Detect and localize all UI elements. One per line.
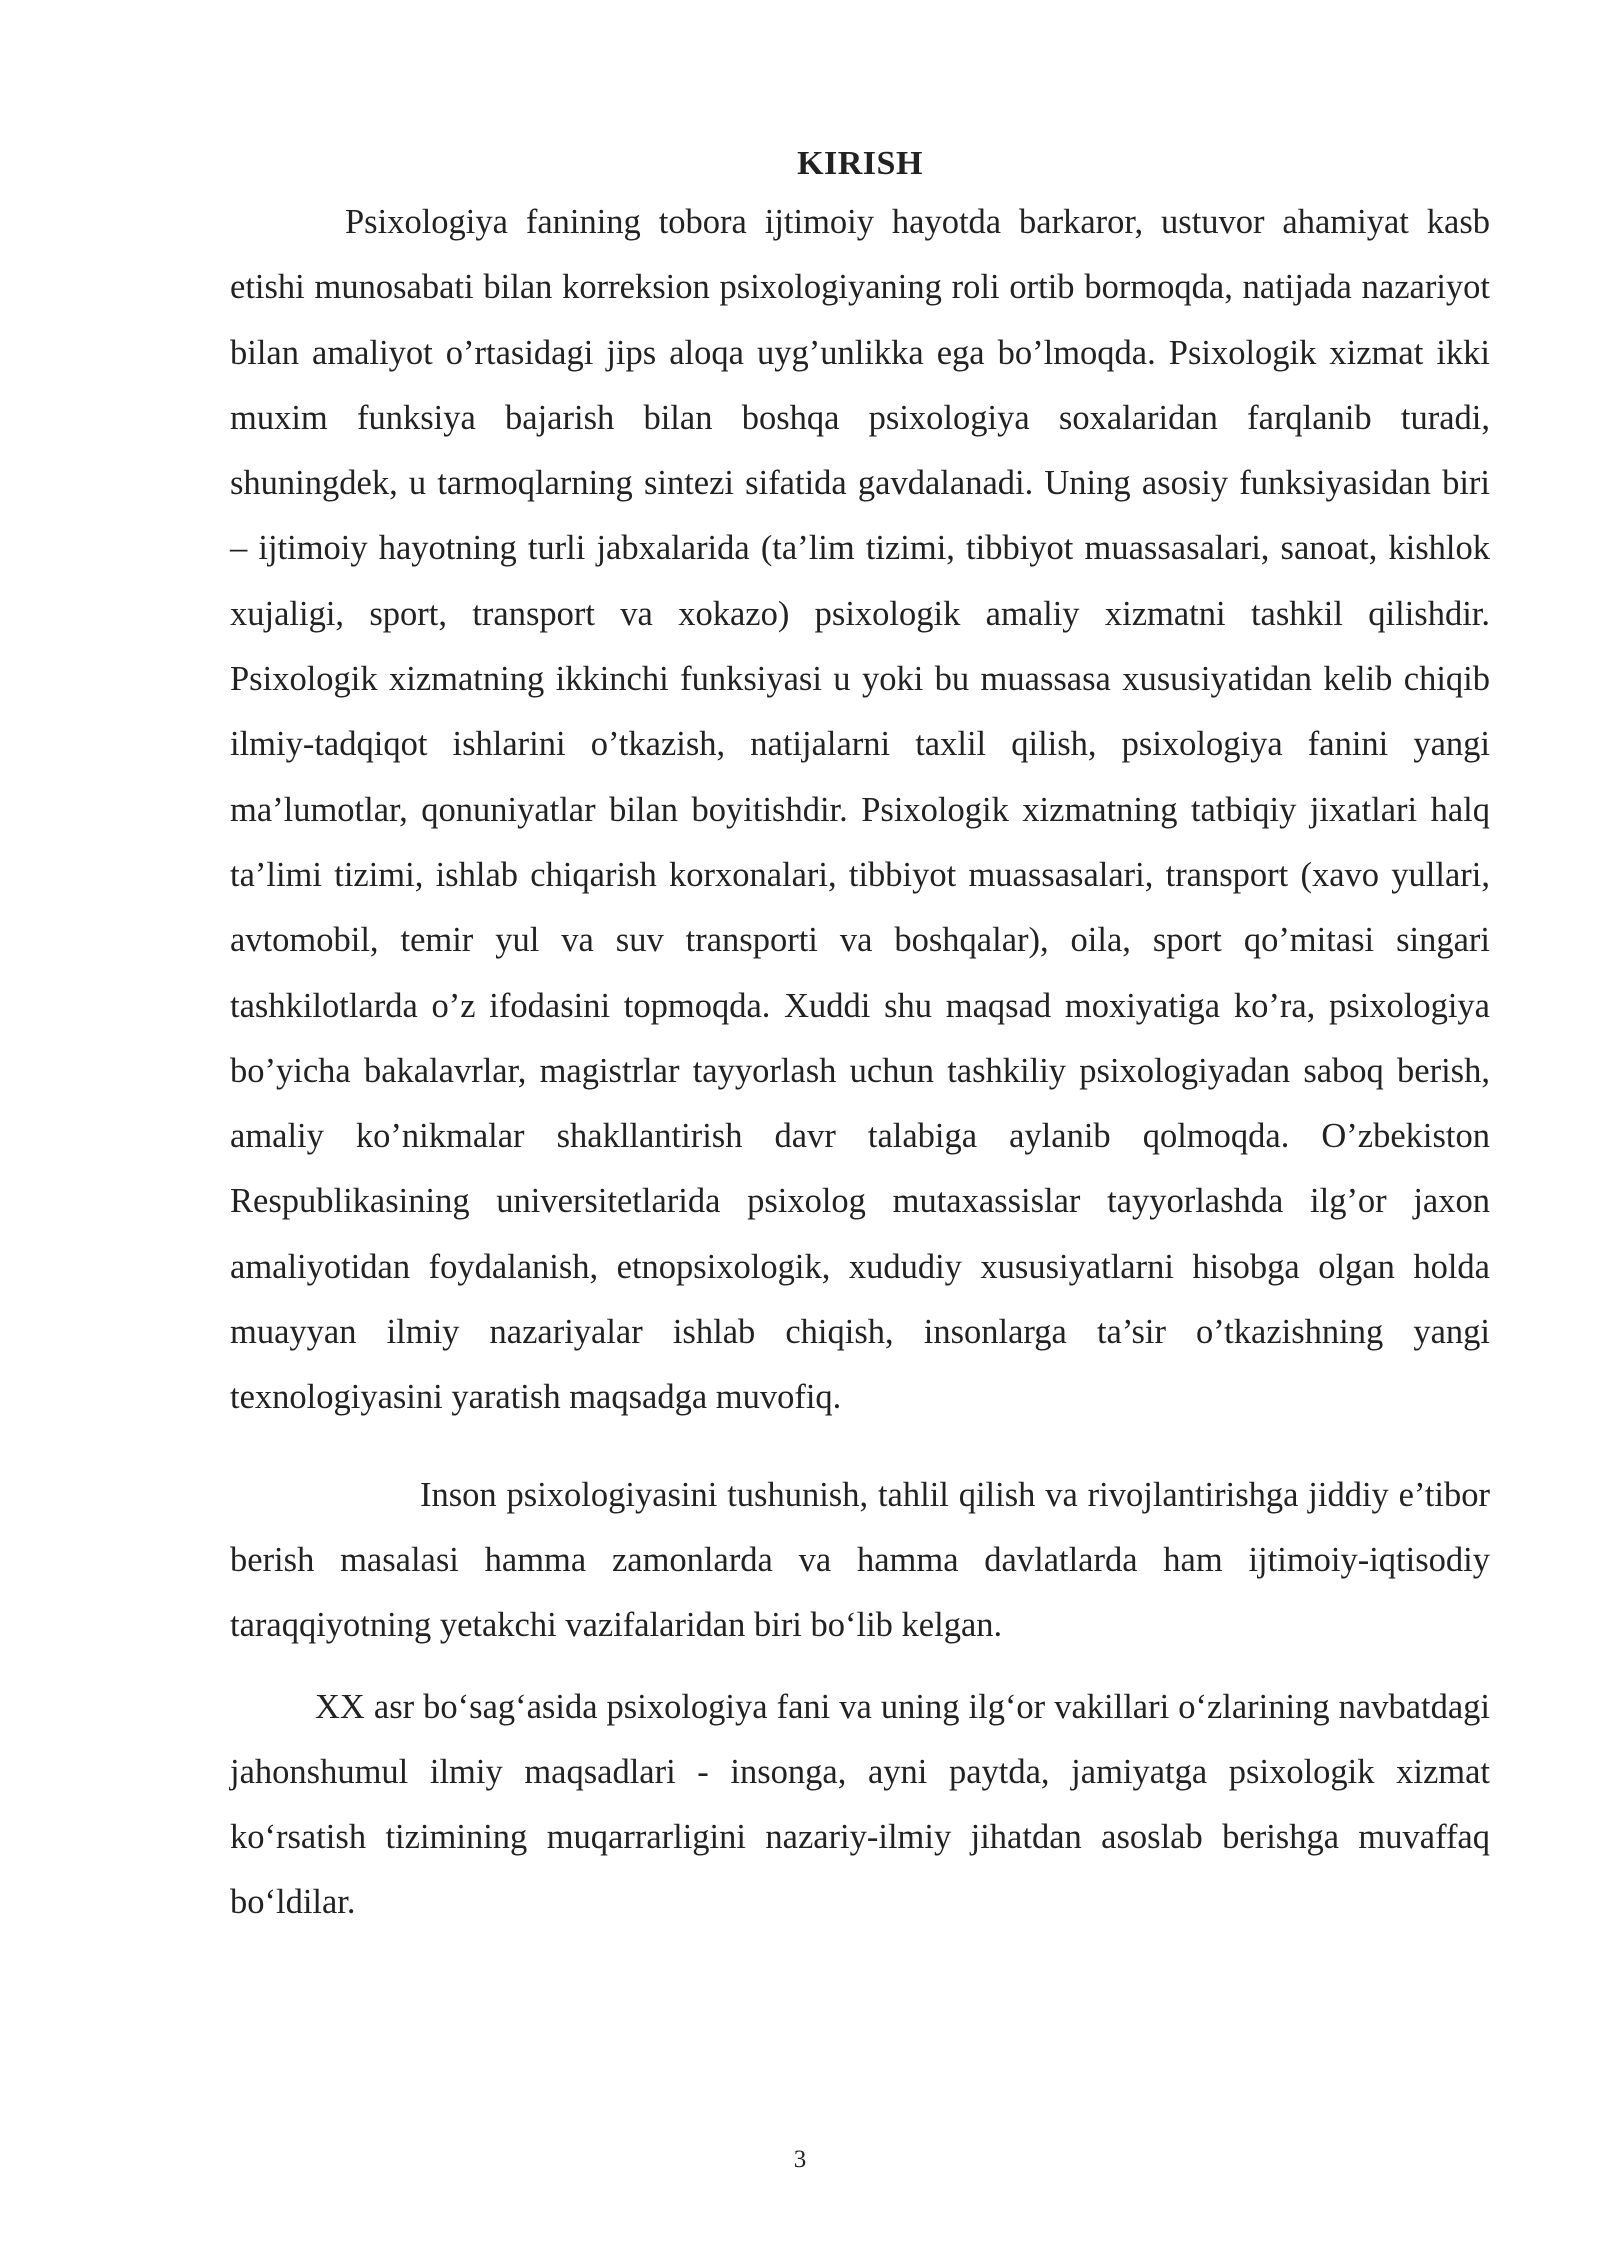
- section-heading: KIRISH: [797, 145, 923, 182]
- paragraph-3: XX asr bo‘sag‘asida psixologiya fani va uning ilg‘or vakillari o‘zlarining navbatdagi jahonshumul ilmiy maqsadlari - insonga, ayni paytda, jamiyatga psixologik xizmat ko‘rsatish tizimining muqarrarligini nazariy-ilmiy jihatdan asoslab berishga muvaffaq bo‘ldilar.: [230, 1687, 1490, 1922]
- page-content: [230, 140, 1490, 1936]
- paragraph-2: Inson psixologiyasini tushunish, tahlil qilish va rivojlantirishga jiddiy e’tibor berish masalasi hamma zamonlarda va hamma davlatlarda ham ijtimoiy-iqtisodiy taraqqiyotning yetakchi vazifalaridan biri bo‘lib kelgan.: [230, 1475, 1490, 1645]
- paragraph-1: Psixologiya fanining tobora ijtimoiy hayotda barkaror, ustuvor ahamiyat kasb etishi munosabati bilan korreksion psixologiyaning roli ortib bormoqda, natijada nazariyot bilan amaliyot o’rtasidagi jips aloqa uyg’unlikka ega bo’lmoqda. Psixologik xizmat ikki muxim funksiya bajarish bilan boshqa psixologiya soxalaridan farqlanib turadi, shuningdek, u tarmoqlarning sintezi sifatida gavdalanadi. Uning asosiy funksiyasidan biri – ijtimoiy hayotning turli jabxalarida (ta’lim tizimi, tibbiyot muassasalari, sanoat, kishlok xujaligi, sport, transport va xokazo) psixologik amaliy xizmatni tashkil qilishdir. Psixologik xizmatning ikkinchi funksiyasi u yoki bu muassasa xususiyatidan kelib chiqib ilmiy-tadqiqot ishlarini o’tkazish, natijalarni taxlil qilish, psixologiya fanini yangi ma’lumotlar, qonuniyatlar bilan boyitishdir. Psixologik xizmatning tatbiqiy jixatlari halq ta’limi tizimi, ishlab chiqarish korxonalari, tibbiyot muassasalari, transport (xavo yullari, avtomobil, temir yul va suv transporti va boshqalar), oila, sport qo’mitasi singari tashkilotlarda o’z ifodasini topmoqda. Xuddi shu maqsad moxiyatiga ko’ra, psixologiya bo’yicha bakalavrlar, magistrlar tayyorlash uchun tashkiliy psixologiyadan saboq berish, amaliy ko’nikmalar shakllantirish davr talabiga aylanib qolmoqda. O’zbekiston Respublikasining universitetlarida psixolog mutaxassislar tayyorlashda ilg’or jaxon amaliyotidan foydalanish, etnopsixologik, xududiy xususiyatlarni hisobga olgan holda muayyan ilmiy nazariyalar ishlab chiqish, insonlarga ta’sir o’tkazishning yangi texnologiyasini yaratish maqsadga muvofiq.: [230, 203, 1490, 1417]
- page-number: 3: [793, 2146, 807, 2173]
